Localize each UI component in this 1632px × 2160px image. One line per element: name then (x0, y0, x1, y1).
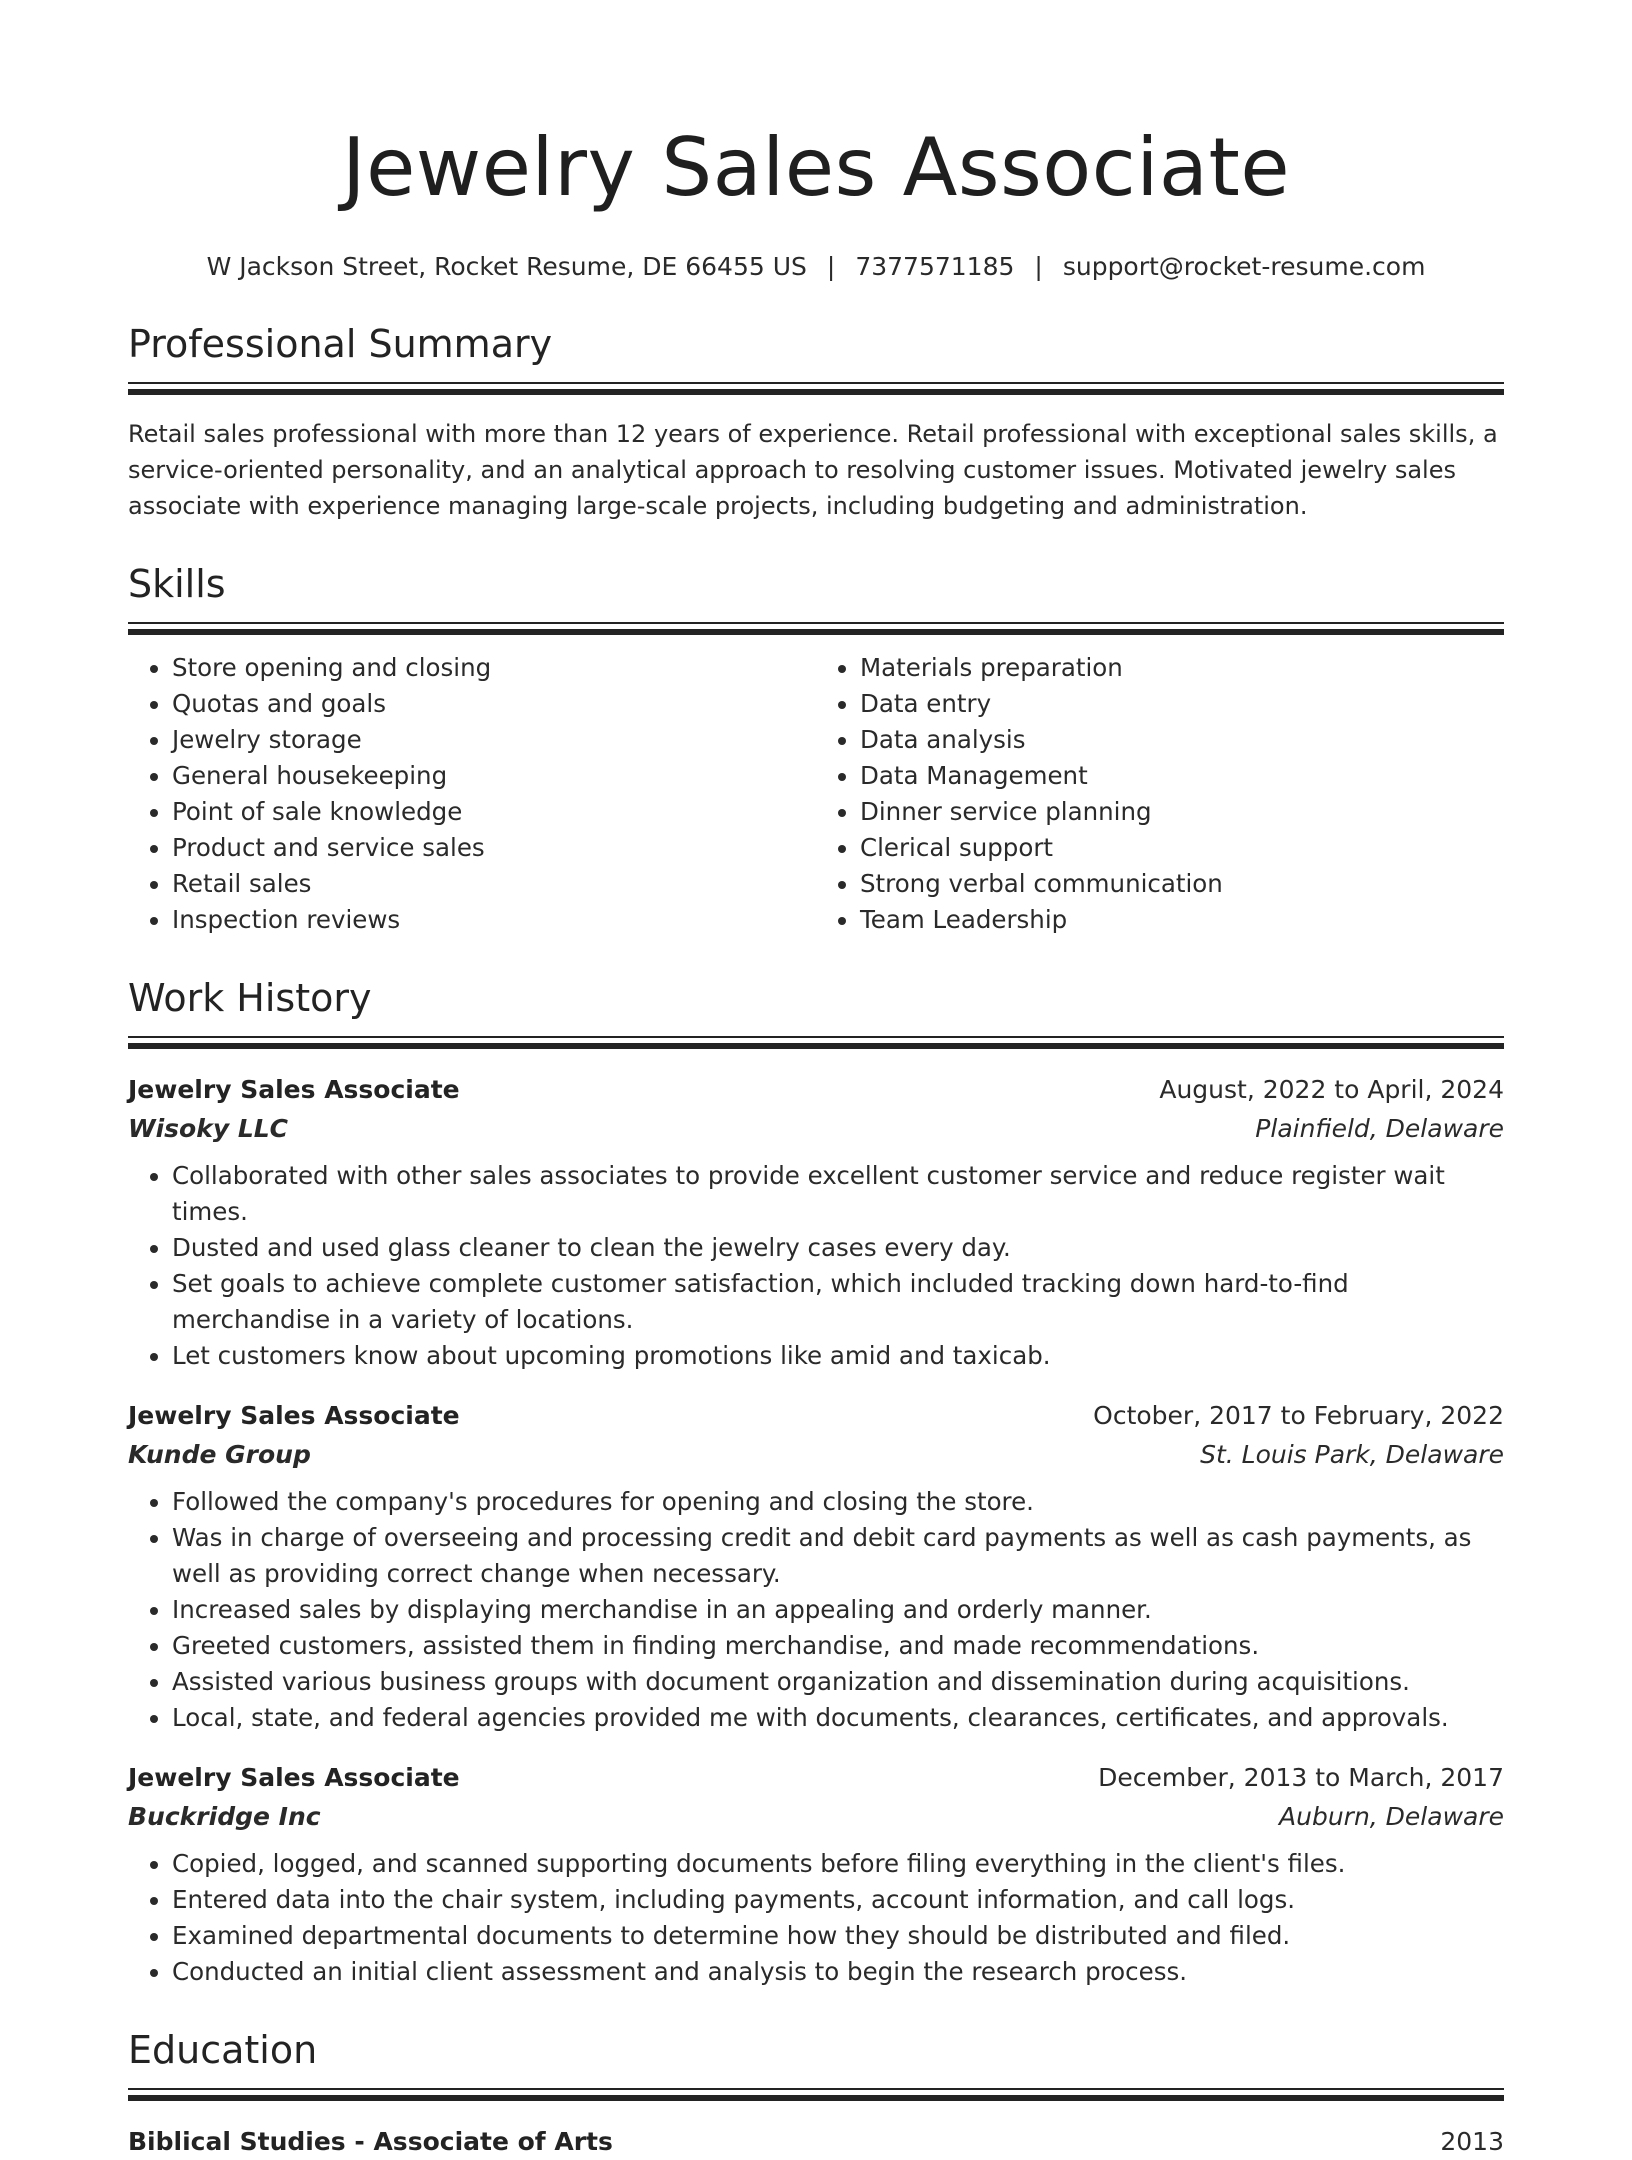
skill-item: • Materials preparation (860, 650, 1504, 686)
skill-item: • Clerical support (860, 830, 1504, 866)
education-degree: Biblical Studies - Associate of Arts (128, 2127, 613, 2156)
job-dates: August, 2022 to April, 2024 (1159, 1075, 1504, 1104)
job-title: Jewelry Sales Associate (128, 1075, 460, 1104)
job-location: St. Louis Park, Delaware (1200, 1440, 1504, 1469)
work-section-header (128, 974, 1504, 1052)
skill-item: • Store opening and closing (172, 650, 816, 686)
skill-item: • Inspection reviews (172, 902, 816, 938)
job-dates: October, 2017 to February, 2022 (1093, 1401, 1504, 1430)
section-divider (128, 622, 1504, 638)
job-bullet: • Dusted and used glass cleaner to clean the jewelry cases every day. (172, 1230, 1504, 1266)
contact-address: W Jackson Street, Rocket Resume, DE 66455 US (206, 252, 807, 281)
contact-separator: | (1034, 252, 1043, 281)
skill-item: • Data entry (860, 686, 1504, 722)
job-entry (128, 1396, 1504, 1736)
contact-separator: | (826, 252, 836, 281)
skill-item: • Retail sales (172, 866, 816, 902)
skill-item: • General housekeeping (172, 758, 816, 794)
summary-section-header (128, 320, 1504, 398)
skills-column-left (128, 650, 816, 938)
education-section-header (128, 2026, 1504, 2104)
job-bullet: • Followed the company's procedures for opening and closing the store. (172, 1484, 1504, 1520)
skills-column-right (816, 650, 1504, 938)
job-location: Auburn, Delaware (1279, 1802, 1504, 1831)
job-bullet: • Copied, logged, and scanned supporting documents before filing everything in the client's files. (172, 1846, 1504, 1882)
resume-title: Jewelry Sales Associate (341, 121, 1291, 214)
skill-item: • Dinner service planning (860, 794, 1504, 830)
contact-phone: 7377571185 (855, 252, 1015, 281)
skill-item: • Quotas and goals (172, 686, 816, 722)
skills-section-header (128, 560, 1504, 638)
contact-email: support@rocket-resume.com (1062, 252, 1426, 281)
education-entry (128, 2124, 1504, 2160)
work-heading: Work History (128, 976, 372, 1020)
skill-item: • Product and service sales (172, 830, 816, 866)
job-bullet: • Collaborated with other sales associates to provide excellent customer service and reduce register wait times. (172, 1158, 1504, 1230)
job-company: Buckridge Inc (128, 1802, 321, 1831)
job-company: Wisoky LLC (128, 1114, 289, 1143)
job-dates: December, 2013 to March, 2017 (1098, 1763, 1504, 1792)
work-history-list (128, 1070, 1504, 1990)
skill-item: • Point of sale knowledge (172, 794, 816, 830)
job-bullet: • Assisted various business groups with document organization and dissemination during acquisitions. (172, 1664, 1504, 1700)
summary-text: Retail sales professional with more than 12 years of experience. Retail professional with exceptional sales skills, a service-oriented personality, and an analytical approach to resolving customer issues. Motivated jewelry sales associate with experience managing large-scale projects, including budgeting and administration. (128, 420, 1498, 520)
contact-line (128, 250, 1504, 284)
summary-heading: Professional Summary (128, 322, 553, 366)
job-bullet: • Examined departmental documents to determine how they should be distributed and filed. (172, 1918, 1504, 1954)
section-divider (128, 2088, 1504, 2104)
skills-heading: Skills (128, 562, 226, 606)
job-bullet: • Let customers know about upcoming promotions like amid and taxicab. (172, 1338, 1504, 1374)
job-bullet: • Entered data into the chair system, including payments, account information, and call logs. (172, 1882, 1504, 1918)
skills-list (128, 650, 1504, 938)
job-location: Plainfield, Delaware (1255, 1114, 1504, 1143)
job-bullets (128, 1484, 1504, 1736)
section-divider (128, 382, 1504, 398)
job-company: Kunde Group (128, 1440, 311, 1469)
skill-item: • Team Leadership (860, 902, 1504, 938)
skill-item: • Data Management (860, 758, 1504, 794)
job-entry (128, 1758, 1504, 1990)
education-heading: Education (128, 2028, 318, 2072)
job-bullet: • Set goals to achieve complete customer satisfaction, which included tracking down hard-to-find merchandise in a variety of locations. (172, 1266, 1504, 1338)
job-bullet: • Increased sales by displaying merchandise in an appealing and orderly manner. (172, 1592, 1504, 1628)
job-bullets (128, 1846, 1504, 1990)
job-bullet: • Greeted customers, assisted them in finding merchandise, and made recommendations. (172, 1628, 1504, 1664)
skill-item: • Jewelry storage (172, 722, 816, 758)
job-bullet: • Conducted an initial client assessment and analysis to begin the research process. (172, 1954, 1504, 1990)
education-year: 2013 (1440, 2127, 1504, 2156)
job-bullet: • Was in charge of overseeing and processing credit and debit card payments as well as cash payments, as well as providing correct change when necessary. (172, 1520, 1504, 1592)
job-title: Jewelry Sales Associate (128, 1763, 460, 1792)
skill-item: • Data analysis (860, 722, 1504, 758)
job-entry (128, 1070, 1504, 1374)
job-bullets (128, 1158, 1504, 1374)
job-title: Jewelry Sales Associate (128, 1401, 460, 1430)
skill-item: • Strong verbal communication (860, 866, 1504, 902)
section-divider (128, 1036, 1504, 1052)
job-bullet: • Local, state, and federal agencies provided me with documents, clearances, certificates, and approvals. (172, 1700, 1504, 1736)
